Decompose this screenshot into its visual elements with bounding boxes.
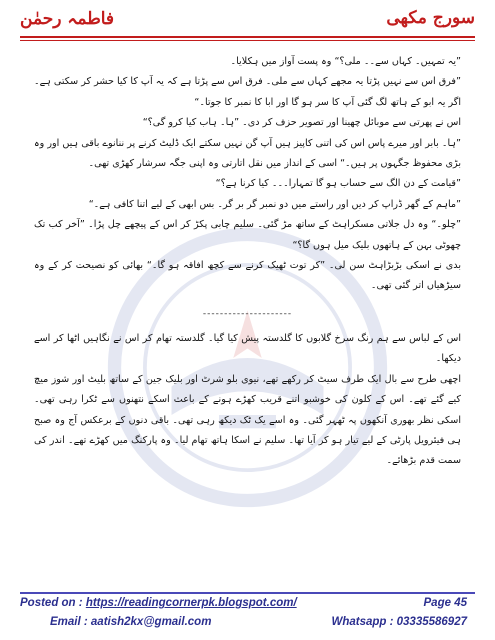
paragraph: ”یہ تمہیں۔ کہاں سے۔۔ ملی؟“ وہ پست آواز میں ہکلایا۔ [230,56,461,67]
paragraph: ”چلو۔“ وہ دل جلاتی مسکراہٹ کے ساتھ مڑ گئی۔ سلیم چابی پکڑ کر اس کے پیچھے چل پڑا۔ ”آخر کب تک چھوٹی بہن کے ہاتھوں بلیک میل ہوں گا؟“ [34,219,461,251]
section-separator: --------------------- [202,308,293,319]
email-contact: Email : aatish2kx@gmail.com [50,616,212,628]
paragraph: ”ماہم کے گھر ڈراپ کر دیں اور راستے میں دو نمبر گر بر گر۔ بس ابھی کے لیے اتنا کافی ہے۔“ [88,198,461,210]
header-rule-thin [20,40,475,41]
header-rule [20,36,475,38]
paragraph: اس نے پھرتی سے موبائل چھینا اور تصویر حزف کر دی۔ ”ہا۔ ہاب کیا کرو گی؟“ [142,117,461,129]
paragraph: ”فرق اس سے نہیں پڑتا یہ مجھے کہاں سے ملی۔ فرق اس سے پڑتا ہے کہ یہ آپ کا کیا حشر کر سکتی ہے۔ اگر یہ ابو کے ہاتھ لگ گئی آپ کا سر ہو گا اور ابا کا نمبر کا جوتا۔“ [34,76,461,108]
paragraph: بدی نے اسکی بڑبڑاہٹ سن لی۔ ”کر توت ٹھیک کرنے سے کچھ افاقہ ہو گا۔“ بھائی کو نصیحت کر کے وہ سیڑھیاں اتر گئی تھی۔ [34,260,461,292]
posted-label: Posted on : [20,597,86,609]
posted-on [20,597,297,609]
footer-rule [20,592,475,594]
paragraph: اس کے لباس سے ہم رنگ سرخ گلابوں کا گلدستہ پیش کیا گیا۔ گلدستہ تھام کر اس نے نگاہیں اٹھا کر اسے دیکھا۔ [34,332,461,365]
story-text [34,52,461,584]
author-name: فاطمہ رحمٰن [20,9,115,29]
whatsapp-contact: Whatsapp : 03335586927 [331,616,467,628]
paragraph: ”قیامت کے دن الگ سے حساب ہو گا تمہارا۔۔۔ کیا کرنا ہے؟“ [215,178,461,190]
paragraph: ”ہا۔ بابر اور میرے پاس اس کی اتنی کاپیز ہیں آپ گن نہیں سکتے ایک ڈلیٹ کرنے پر ننانوے باقی ہیں اور وہ بڑی محفوظ جگہوں پر ہیں۔“ اسی کے انداز میں نقل اتارتی وہ اپنی جگہ سرشار کھڑی تھی۔ [34,137,461,170]
page-number: Page 45 [423,597,467,609]
paragraph: اچھی طرح سے بال ایک طرف سیٹ کر رکھے تھے، نیوی بلو شرٹ اور بلیک جین کے ساتھ بلیٹ اور شوز میچ کیے گئے تھے۔ اس کے کلون کی خوشبو اتنے قریب کھڑے ہونے کے باعث اسکے نتھنوں سے ٹکرا رہی تھی۔ اسکی نظر بھوری آنکھوں پہ ٹھہر گئی۔ وہ اسے یک ٹک دیکھ رہی تھی۔ باقی دنوں کے برعکس آج وہ صبح ہی فیئرویل پارٹی کے لیے تیار ہو کر آیا تھا۔ سلیم نے اسکا ہاتھ تھام لیا۔ وہ پارکنگ میں کھڑے تھے۔ اندر کی سمت قدم بڑھائے۔ [34,373,461,467]
page-footer [20,592,475,636]
page-header [20,6,475,40]
blog-link[interactable]: https://readingcornerpk.blogspot.com/ [85,597,297,609]
book-title: سورج مکھی [386,8,475,28]
